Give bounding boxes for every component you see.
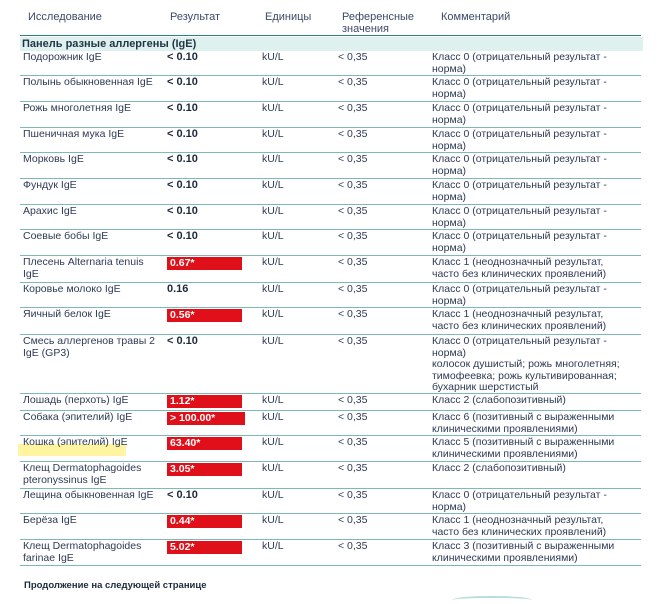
result-value <box>167 463 245 476</box>
test-name <box>23 395 163 407</box>
comment-line: Класс 5 (позитивный с выраженными <box>432 436 615 448</box>
flagged-result-badge: 5.02* <box>167 541 242 554</box>
test-name <box>23 490 163 502</box>
table-row <box>20 153 641 179</box>
test-name-line: Клещ Dermatophagoides <box>23 540 142 552</box>
test-name-line: Лошадь (перхоть) IgE <box>23 394 129 406</box>
table-row <box>20 514 641 540</box>
test-name-line: IgE <box>23 267 39 280</box>
table-row <box>20 76 641 102</box>
comment-line: Класс 0 (отрицательный результат - <box>432 102 607 114</box>
section-title: Панель разные аллергены (IgE) <box>20 37 643 51</box>
comment-line: Класс 0 (отрицательный результат - <box>432 335 607 347</box>
flagged-result-badge: 0.56* <box>167 309 242 322</box>
comment-line: норма) <box>432 500 467 513</box>
table-row <box>20 394 641 411</box>
result-text: 0.16 <box>167 283 189 295</box>
column-header-result: Результат <box>170 11 221 23</box>
table-row <box>20 102 641 128</box>
flagged-result-badge: 3.05* <box>167 463 242 476</box>
comment-line: Класс 0 (отрицательный результат - <box>432 230 607 242</box>
comment-line: норма) <box>432 216 467 229</box>
reference-value: < 0,35 <box>338 230 368 242</box>
result-value <box>167 515 245 528</box>
unit: kU/L <box>262 335 284 347</box>
test-name <box>23 437 163 449</box>
unit: kU/L <box>262 411 284 423</box>
reference-value: < 0,35 <box>338 335 368 347</box>
comment-line: норма) <box>432 241 467 254</box>
unit: kU/L <box>262 76 284 88</box>
result-value <box>167 412 245 425</box>
result-text: < 0.10 <box>167 179 198 191</box>
reference-value: < 0,35 <box>338 514 368 526</box>
test-name <box>23 412 163 424</box>
comment <box>432 541 638 564</box>
result-text: < 0.10 <box>167 128 198 140</box>
comment <box>432 154 638 177</box>
reference-value: < 0,35 <box>338 179 368 191</box>
comment-line: норма) <box>432 190 467 203</box>
table-row <box>20 489 641 514</box>
comment-line: норма) <box>432 87 467 100</box>
table-row <box>20 230 641 256</box>
comment <box>432 412 638 435</box>
reference-value: < 0,35 <box>338 540 368 552</box>
test-name <box>23 154 163 166</box>
continued-note: Продолжение на следующей странице <box>24 580 207 591</box>
comment-line: часто без клинических проявлений) <box>432 525 607 538</box>
table-row <box>20 308 641 335</box>
result-value <box>167 336 245 348</box>
comment <box>432 463 638 475</box>
comment-line: Класс 2 (слабопозитивный) <box>432 394 566 406</box>
comment-line: норма) <box>432 62 467 75</box>
result-value <box>167 437 245 450</box>
header-divider <box>20 35 641 36</box>
result-value <box>167 257 245 270</box>
reference-value: < 0,35 <box>338 411 368 423</box>
comment <box>432 52 638 75</box>
result-value <box>167 284 245 296</box>
table-row <box>20 411 641 436</box>
comment-line: норма) <box>432 113 467 126</box>
test-name-line: Кошка (эпителий) IgE <box>23 436 128 448</box>
reference-value: < 0,35 <box>338 394 368 406</box>
comment <box>432 515 638 538</box>
unit: kU/L <box>262 102 284 114</box>
test-name <box>23 129 163 141</box>
comment <box>432 309 638 332</box>
test-name-line: Смесь аллергенов травы 2 <box>23 335 155 347</box>
result-text: < 0.10 <box>167 489 198 501</box>
result-text: < 0.10 <box>167 205 198 217</box>
unit: kU/L <box>262 436 284 448</box>
test-name <box>23 309 163 321</box>
flagged-result-badge: 1.12* <box>167 395 242 408</box>
test-name <box>23 336 163 359</box>
comment-line: часто без клинических проявлений) <box>432 319 607 332</box>
test-name-line: Соевые бобы IgE <box>23 230 109 242</box>
result-text: < 0.10 <box>167 335 198 347</box>
flagged-result-badge: 63.40* <box>167 437 242 450</box>
column-header-comment: Комментарий <box>441 11 511 23</box>
test-name-line: Рожь многолетняя IgE <box>23 102 132 114</box>
reference-value: < 0,35 <box>338 76 368 88</box>
unit: kU/L <box>262 153 284 165</box>
result-value <box>167 541 245 554</box>
test-name <box>23 206 163 218</box>
comment <box>432 437 638 460</box>
test-name-line: Подорожник IgE <box>23 51 102 63</box>
comment-line: норма) <box>432 139 467 152</box>
comment-line: Класс 0 (отрицательный результат - <box>432 283 607 295</box>
comment-line: Класс 2 (слабопозитивный) <box>432 462 566 474</box>
unit: kU/L <box>262 256 284 268</box>
comment <box>432 129 638 152</box>
comment <box>432 336 638 394</box>
result-text: < 0.10 <box>167 51 198 63</box>
test-name-line: farinae IgE <box>23 551 74 564</box>
table-row <box>20 128 641 153</box>
flagged-result-badge: 0.44* <box>167 515 242 528</box>
table-row <box>20 540 641 566</box>
table-row <box>20 436 641 462</box>
table-row <box>20 51 641 76</box>
result-value <box>167 129 245 141</box>
comment-line: Класс 0 (отрицательный результат - <box>432 489 607 501</box>
comment-line: часто без клинических проявлений) <box>432 267 607 280</box>
comment <box>432 103 638 126</box>
unit: kU/L <box>262 514 284 526</box>
test-name-line: Берёза IgE <box>23 514 77 526</box>
test-name-line: Пшеничная мука IgE <box>23 128 125 140</box>
test-name-line: Собака (эпителий) IgE <box>23 411 133 423</box>
test-name-line: Фундук IgE <box>23 179 77 191</box>
unit: kU/L <box>262 128 284 140</box>
result-value <box>167 180 245 192</box>
comment-line: Класс 0 (отрицательный результат - <box>432 51 607 63</box>
test-name <box>23 541 163 564</box>
comment-line: Класс 0 (отрицательный результат - <box>432 179 607 191</box>
comment <box>432 284 638 307</box>
result-value <box>167 206 245 218</box>
test-name <box>23 284 163 296</box>
test-name-line: Клещ Dermatophagoides <box>23 462 142 474</box>
unit: kU/L <box>262 489 284 501</box>
result-text: < 0.10 <box>167 76 198 88</box>
result-value <box>167 490 245 502</box>
comment <box>432 395 638 407</box>
unit: kU/L <box>262 462 284 474</box>
comment-line: Класс 0 (отрицательный результат - <box>432 128 607 140</box>
unit: kU/L <box>262 51 284 63</box>
test-name <box>23 103 163 115</box>
comment-line: клиническими проявлениями) <box>432 447 578 460</box>
comment-line: тимофеевка; рожь культивированная; <box>432 369 617 382</box>
comment-line: клиническими проявлениями) <box>432 422 578 435</box>
unit: kU/L <box>262 179 284 191</box>
result-value <box>167 77 245 89</box>
comment-line: Класс 1 (неоднозначный результат, <box>432 256 604 268</box>
table-row <box>20 256 641 283</box>
comment-line: Класс 3 (позитивный с выраженными <box>432 540 615 552</box>
result-text: < 0.10 <box>167 102 198 114</box>
test-name-line: IgE (GP3) <box>23 346 70 359</box>
reference-value: < 0,35 <box>338 205 368 217</box>
reference-value: < 0,35 <box>338 462 368 474</box>
table-row <box>20 179 641 205</box>
column-header-units: Единицы <box>265 11 312 23</box>
comment <box>432 257 638 280</box>
unit: kU/L <box>262 540 284 552</box>
reference-value: < 0,35 <box>338 51 368 63</box>
test-name <box>23 180 163 192</box>
comment-line: норма) <box>432 164 467 177</box>
comment-line: Класс 0 (отрицательный результат - <box>432 76 607 88</box>
result-text: < 0.10 <box>167 230 198 242</box>
comment <box>432 77 638 100</box>
unit: kU/L <box>262 308 284 320</box>
test-name <box>23 257 163 280</box>
test-name <box>23 463 163 486</box>
test-name <box>23 231 163 243</box>
flagged-result-badge: > 100.00* <box>167 412 245 425</box>
reference-value: < 0,35 <box>338 153 368 165</box>
comment-line: клиническими проявлениями) <box>432 551 578 564</box>
result-value <box>167 231 245 243</box>
column-header-reference-line2: значения <box>342 23 390 35</box>
table-row <box>20 462 641 489</box>
test-name-line: pteronyssinus IgE <box>23 473 107 486</box>
comment-line: норма) <box>432 294 467 307</box>
reference-value: < 0,35 <box>338 256 368 268</box>
result-value <box>167 309 245 322</box>
test-name-line: Плесень Alternaria tenuis <box>23 256 144 268</box>
unit: kU/L <box>262 205 284 217</box>
reference-value: < 0,35 <box>338 308 368 320</box>
result-value <box>167 154 245 166</box>
comment <box>432 490 638 513</box>
comment-line: норма) <box>432 346 467 359</box>
reference-value: < 0,35 <box>338 489 368 501</box>
test-name-line: Арахис IgE <box>23 205 77 217</box>
table-row <box>20 335 641 394</box>
table-row <box>20 283 641 308</box>
column-header-test: Исследование <box>28 11 102 23</box>
test-name-line: Яичный белок IgE <box>23 308 111 320</box>
comment-line: Класс 0 (отрицательный результат - <box>432 205 607 217</box>
unit: kU/L <box>262 230 284 242</box>
unit: kU/L <box>262 394 284 406</box>
test-name <box>23 52 163 64</box>
flagged-result-badge: 0.67* <box>167 257 242 270</box>
reference-value: < 0,35 <box>338 128 368 140</box>
reference-value: < 0,35 <box>338 283 368 295</box>
test-name-line: Лещина обыкновенная IgE <box>23 489 154 501</box>
comment-line: бухарник шерстистый <box>432 381 539 393</box>
reference-value: < 0,35 <box>338 102 368 114</box>
reference-value: < 0,35 <box>338 436 368 448</box>
page-corner-decoration <box>452 596 532 604</box>
result-value <box>167 52 245 64</box>
test-name <box>23 77 163 89</box>
result-text: < 0.10 <box>167 153 198 165</box>
test-name-line: Морковь IgE <box>23 153 84 165</box>
column-header-reference <box>342 11 414 35</box>
result-value <box>167 103 245 115</box>
test-name-line: Коровье молоко IgE <box>23 283 121 295</box>
comment-line: Класс 1 (неоднозначный результат, <box>432 514 604 526</box>
test-name <box>23 515 163 527</box>
comment-line: колосок душистый; рожь многолетняя; <box>432 358 620 370</box>
comment <box>432 206 638 229</box>
comment <box>432 180 638 203</box>
column-header-reference-line1: Референсные <box>342 11 415 23</box>
result-value <box>167 395 245 408</box>
unit: kU/L <box>262 283 284 295</box>
test-name-line: Полынь обыкновенная IgE <box>23 76 153 88</box>
comment-line: Класс 1 (неоднозначный результат, <box>432 308 604 320</box>
comment-line: Класс 6 (позитивный с выраженными <box>432 411 615 423</box>
table-row <box>20 205 641 230</box>
comment <box>432 231 638 254</box>
comment-line: Класс 0 (отрицательный результат - <box>432 153 607 165</box>
